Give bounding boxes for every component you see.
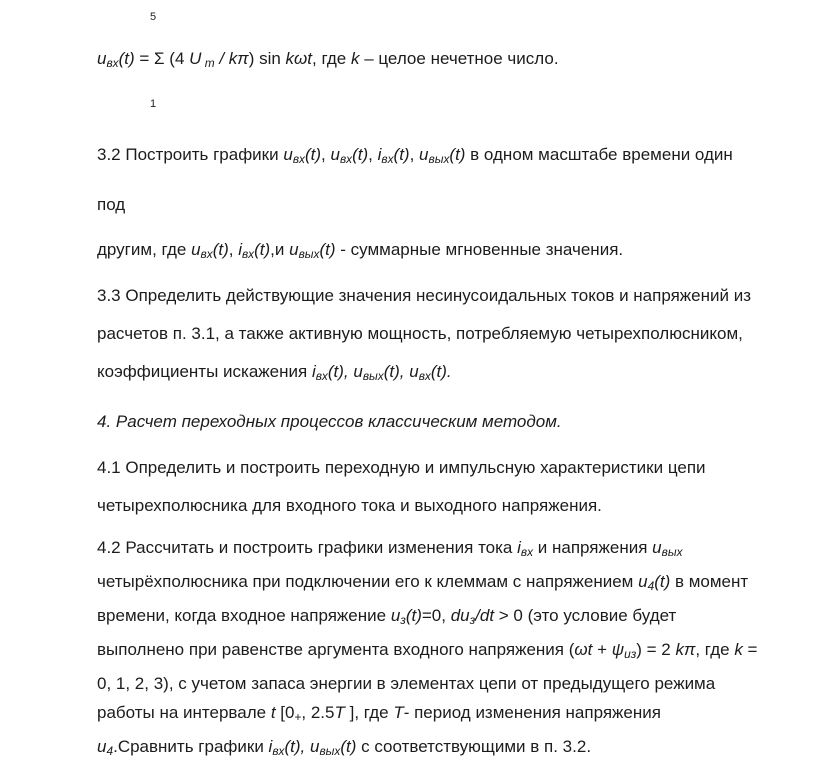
paragraph-4-1: 4.1 Определить и построить переходную и импульсную характеристики цепи четырехполюсника для входного тока и выходного напряжения. bbox=[97, 457, 706, 515]
section-heading-4: 4. Расчет переходных процессов классическим методом. bbox=[97, 411, 562, 431]
paragraph-3-2-continued: другим, где $u_{вх}(t)$, $i_{вх}(t),и$ $u_{вых}(t)$ - суммарные мгновенные значения. bbox=[97, 239, 624, 261]
input-voltage-formula: $u_{вх}(t) = \Sigma$ (4 U $_m$ / kπ) sin kωt, где k – целое нечетное число. bbox=[97, 49, 559, 70]
paragraph-3-3: 3.3 Определить действующие значения несинусоидальных токов и напряжений из расчетов п. 3.1, а также активную мощность, потребляемую четырехполюсником, коэффициенты искажения $i_{вх}(t)$, $u_{вых}(t)$, $u_{вх}(t)$. bbox=[97, 285, 752, 383]
paragraph-3-2: 3.2 Построить графики $u_{вх}(t)$, $u_{вх}(t)$, $i_{вх}(t)$, $u_{вых}(t)$ в одном масштабе времени один под bbox=[97, 144, 733, 214]
sum-lower-limit: 1 bbox=[150, 97, 157, 110]
sum-upper-limit: 5 bbox=[150, 11, 157, 23]
paragraph-4-2: 4.2 Рассчитать и построить графики изменения тока $i_{вх}$ и напряжения $u_{вых}$ четырёхполюсника при подключении его к клеммам с напряжением $u_4(t)$ в момент времени, когда входное напряжение $u_з(t)=0$, $du_з/dt > 0$ (это условие будет выполнено при равенстве аргумента входного напряжения $(\omega t + \psi_{из}) = 2$ kπ, где k = 0, 1, 2, 3), с учетом запаса энергии в элементах цепи от предыдущего режима работы на интервале t [$0_+$, 2.5T ], где T- период изменения напряжения $u_4.Сравнить$ графики $i_{вх}(t)$, $u_{вых}(t)$ с соответствующими в п. 3.2. bbox=[97, 537, 758, 758]
